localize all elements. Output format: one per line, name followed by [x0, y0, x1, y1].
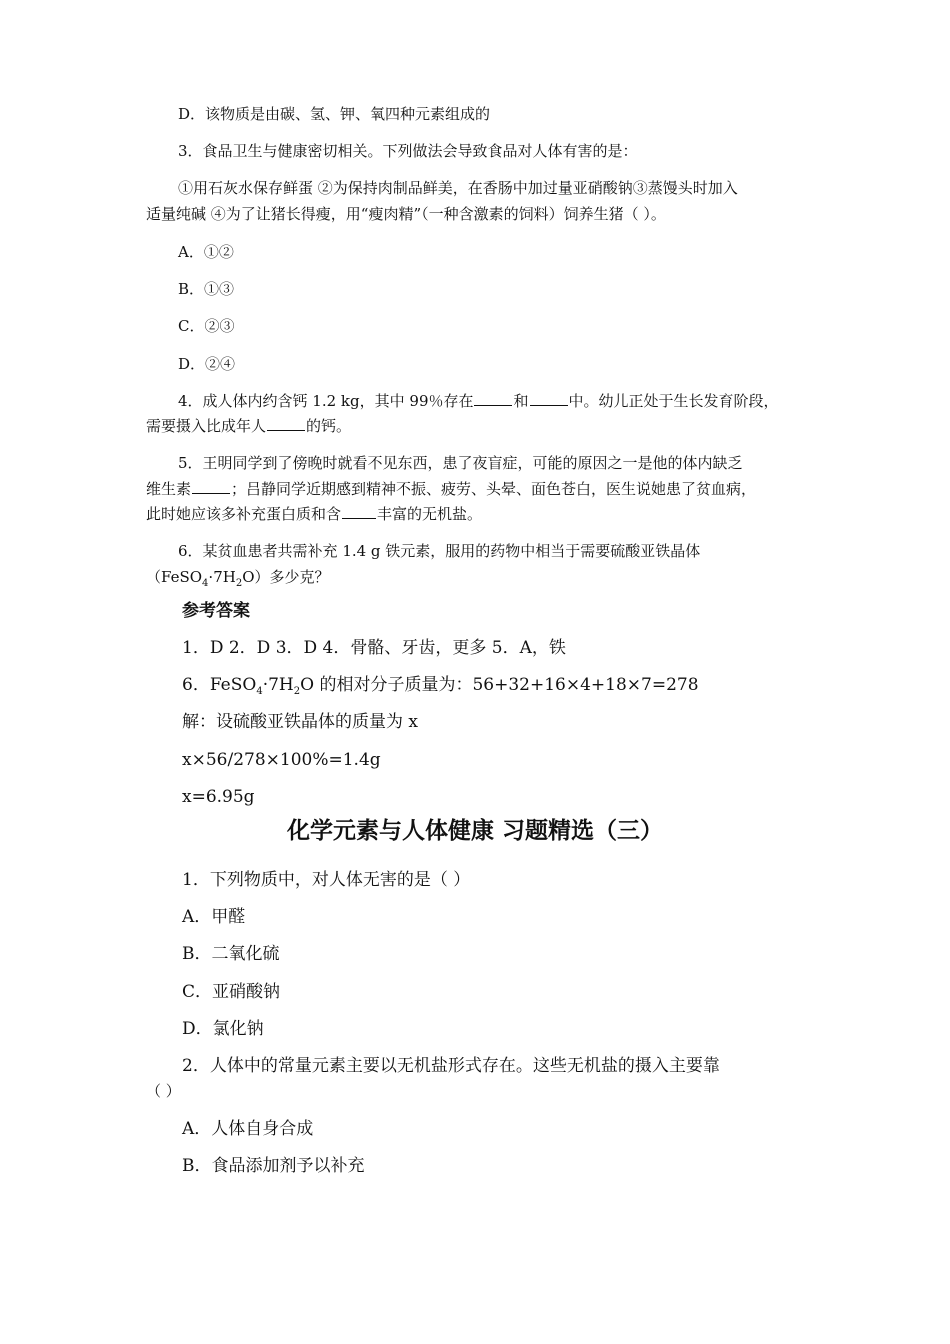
s3-q1-option-c: C．亚硝酸钠 — [182, 982, 281, 1002]
q6-formula-c: O）多少克？ — [242, 568, 330, 586]
s3-q1-option-a: A．甲醛 — [182, 907, 246, 927]
q4-text-b: 和 — [513, 392, 529, 410]
answers-formula-b: ·7H — [262, 675, 294, 695]
s3-q2-option-a: A．人体自身合成 — [182, 1119, 314, 1139]
q3-stem: 3．食品卫生与健康密切相关。下列做法会导致食品对人体有害的是： — [178, 142, 638, 160]
q5-blank-1 — [192, 479, 230, 494]
s3-q1-stem: 1．下列物质中，对人体无害的是（ ） — [182, 870, 471, 890]
q4-line2 — [146, 416, 351, 436]
answers-line4: x×56/278×100%=1.4g — [182, 750, 381, 770]
q4-text-d: 需要摄入比成年人 — [146, 417, 267, 435]
section-title: 化学元素与人体健康 习题精选（三） — [286, 817, 663, 844]
q5-text-d: 丰富的无机盐。 — [377, 505, 483, 523]
q6-sub-2: 2 — [235, 578, 243, 589]
q3-line1: ①用石灰水保存鲜蛋 ②为保持肉制品鲜美，在香肠中加过量亚硝酸钠③蒸馒头时加入 — [178, 179, 738, 197]
s3-q2-paren: （ ） — [146, 1082, 181, 1100]
q5-line2 — [146, 479, 756, 499]
q2-option-d: D．该物质是由碳、氢、钾、氧四种元素组成的 — [178, 105, 491, 123]
s3-q1-option-b: B．二氧化硫 — [182, 944, 280, 964]
q5-text-c: 此时她应该多补充蛋白质和含 — [146, 505, 342, 523]
q5-blank-2 — [342, 504, 376, 519]
q4-text-e: 的钙。 — [306, 417, 352, 435]
q5-text-a: 维生素 — [146, 480, 192, 498]
q4-blank-2 — [530, 391, 568, 406]
q4-blank-1 — [474, 391, 512, 406]
q3-option-a: A．①② — [178, 243, 234, 261]
q5-line3 — [146, 504, 482, 524]
q3-option-c: C．②③ — [178, 317, 235, 335]
q3-line2: 适量纯碱 ④为了让猪长得瘦，用“瘦肉精”（一种含激素的饲料）饲养生猪（ ）。 — [146, 205, 666, 223]
answers-line3: 解：设硫酸亚铁晶体的质量为 x — [182, 712, 418, 732]
answers-sub-2: 2 — [293, 686, 301, 697]
q6-formula-b: ·7H — [208, 568, 236, 586]
s3-q2-option-b: B．食品添加剂予以补充 — [182, 1156, 365, 1176]
q6-line1: 6．某贫血患者共需补充 1.4 g 铁元素，服用的药物中相当于需要硫酸亚铁晶体 — [178, 542, 701, 560]
q6-sub-4: 4 — [202, 578, 209, 589]
q3-option-b: B．①③ — [178, 280, 235, 298]
answers-heading: 参考答案 — [182, 601, 250, 621]
q5-line1: 5．王明同学到了傍晚时就看不见东西，患了夜盲症，可能的原因之一是他的体内缺乏 — [178, 454, 743, 472]
q4-line1 — [178, 391, 779, 411]
q4-text-a: 4．成人体内约含钙 1.2 kg，其中 99％存在 — [178, 392, 474, 410]
answers-line1: 1．D 2．D 3．D 4．骨骼、牙齿，更多 5．A，铁 — [182, 638, 566, 658]
s3-q1-option-d: D．氯化钠 — [182, 1019, 264, 1039]
answers-formula-c: O 的相对分子质量为：56+32+16×4+18×7=278 — [300, 675, 699, 695]
q6-formula-a: （FeSO — [146, 568, 203, 586]
answers-sub-4: 4 — [256, 686, 263, 697]
answers-formula-a: 6．FeSO — [182, 675, 257, 695]
q5-text-b: ；吕静同学近期感到精神不振、疲劳、头晕、面色苍白，医生说她患了贫血病， — [231, 480, 757, 498]
s3-q2-stem: 2．人体中的常量元素主要以无机盐形式存在。这些无机盐的摄入主要靠 — [182, 1056, 720, 1076]
q4-text-c: 中。幼儿正处于生长发育阶段， — [568, 392, 779, 410]
q3-option-d: D．②④ — [178, 355, 236, 373]
q4-blank-3 — [267, 416, 305, 431]
answers-line5: x=6.95g — [182, 787, 255, 807]
answers-line2 — [182, 674, 699, 703]
q6-line2 — [146, 567, 330, 594]
